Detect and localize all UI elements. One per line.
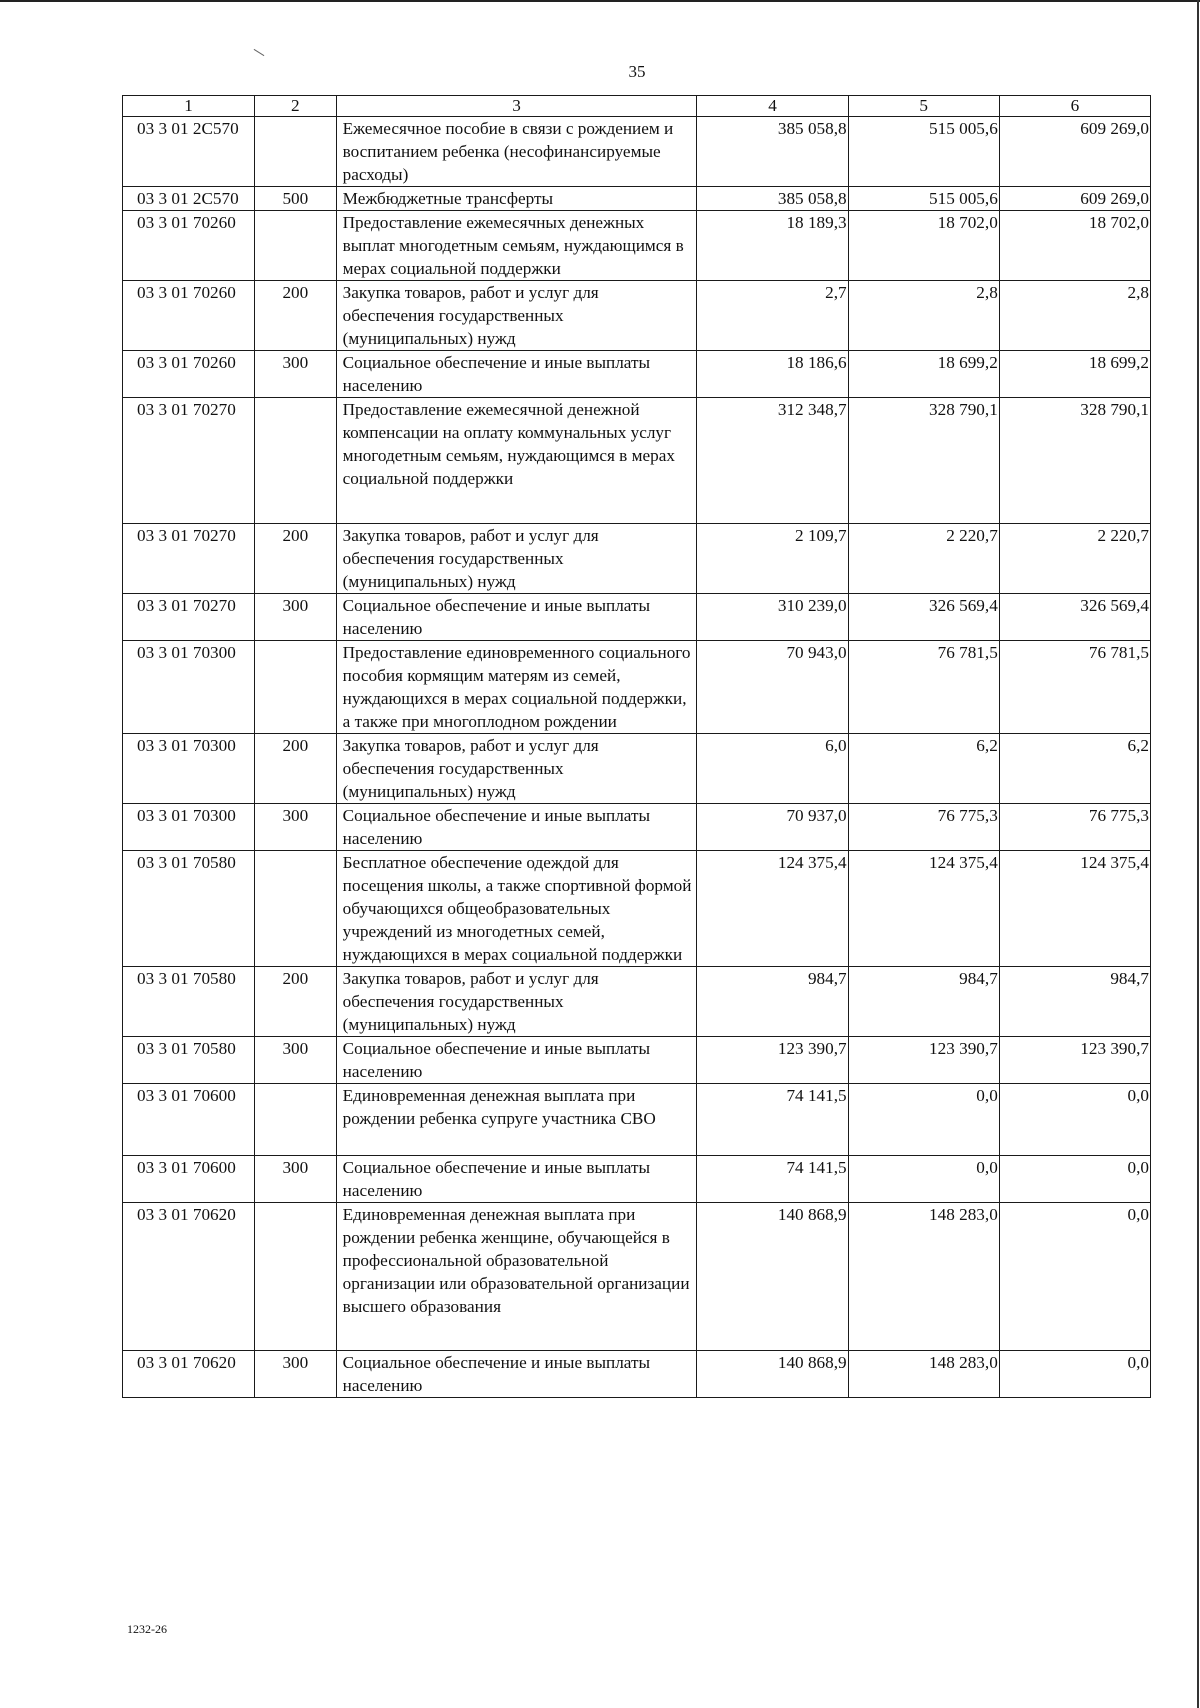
- row-code: 03 3 01 70270: [123, 594, 255, 641]
- row-name: Закупка товаров, работ и услуг для обеспечения государственных (муниципальных) нужд: [336, 734, 697, 804]
- row-value-4: 123 390,7: [697, 1037, 848, 1084]
- row-type: 200: [255, 734, 337, 804]
- row-value-6: 609 269,0: [999, 187, 1150, 211]
- row-code: 03 3 01 70620: [123, 1351, 255, 1398]
- table-row: [123, 1203, 1151, 1351]
- table-row: [123, 804, 1151, 851]
- table-row: [123, 641, 1151, 734]
- row-code: 03 3 01 2C570: [123, 187, 255, 211]
- row-value-6: 124 375,4: [999, 851, 1150, 967]
- budget-table: [122, 95, 1151, 1398]
- table-row: [123, 1084, 1151, 1156]
- row-code: 03 3 01 70270: [123, 398, 255, 524]
- row-name: Социальное обеспечение и иные выплаты населению: [336, 1156, 697, 1203]
- scan-border-top: [0, 0, 1200, 2]
- row-value-4: 124 375,4: [697, 851, 848, 967]
- row-name: Предоставление ежемесячных денежных выплат многодетным семьям, нуждающимся в мерах социальной поддержки: [336, 211, 697, 281]
- row-value-6: 76 781,5: [999, 641, 1150, 734]
- row-value-5: 328 790,1: [848, 398, 999, 524]
- row-value-4: 312 348,7: [697, 398, 848, 524]
- row-value-5: 6,2: [848, 734, 999, 804]
- row-code: 03 3 01 70580: [123, 851, 255, 967]
- row-type: 500: [255, 187, 337, 211]
- header-row: [123, 96, 1151, 117]
- row-type: 300: [255, 594, 337, 641]
- row-code: 03 3 01 70600: [123, 1156, 255, 1203]
- row-value-4: 70 937,0: [697, 804, 848, 851]
- row-name: Единовременная денежная выплата при рождении ребенка супруге участника СВО: [336, 1084, 697, 1156]
- header-cell-5: 5: [848, 96, 999, 117]
- row-value-6: 328 790,1: [999, 398, 1150, 524]
- row-value-5: 326 569,4: [848, 594, 999, 641]
- row-code: 03 3 01 70620: [123, 1203, 255, 1351]
- row-name: Закупка товаров, работ и услуг для обеспечения государственных (муниципальных) нужд: [336, 967, 697, 1037]
- row-value-4: 385 058,8: [697, 117, 848, 187]
- row-name: Предоставление ежемесячной денежной компенсации на оплату коммунальных услуг многодетным семьям, нуждающимся в мерах социальной поддержки: [336, 398, 697, 524]
- row-type: 300: [255, 1351, 337, 1398]
- row-code: 03 3 01 70580: [123, 967, 255, 1037]
- header-cell-1: 1: [123, 96, 255, 117]
- row-value-6: 0,0: [999, 1156, 1150, 1203]
- row-name: Социальное обеспечение и иные выплаты населению: [336, 351, 697, 398]
- table-row: [123, 281, 1151, 351]
- row-value-5: 18 699,2: [848, 351, 999, 398]
- row-value-6: 0,0: [999, 1084, 1150, 1156]
- row-value-6: 123 390,7: [999, 1037, 1150, 1084]
- row-value-5: 148 283,0: [848, 1351, 999, 1398]
- table-row: [123, 967, 1151, 1037]
- header-cell-6: 6: [999, 96, 1150, 117]
- scan-border-right: [1197, 0, 1199, 1708]
- row-type: 300: [255, 1156, 337, 1203]
- row-value-6: 0,0: [999, 1203, 1150, 1351]
- row-type: [255, 1203, 337, 1351]
- row-value-6: 984,7: [999, 967, 1150, 1037]
- row-type: [255, 398, 337, 524]
- row-name: Закупка товаров, работ и услуг для обеспечения государственных (муниципальных) нужд: [336, 524, 697, 594]
- document-code: 1232-26: [127, 1622, 167, 1636]
- row-value-5: 0,0: [848, 1156, 999, 1203]
- row-name: Единовременная денежная выплата при рождении ребенка женщине, обучающейся в профессиональной образовательной организации или образовательной организации высшего образования: [336, 1203, 697, 1351]
- row-code: 03 3 01 70270: [123, 524, 255, 594]
- row-type: 200: [255, 967, 337, 1037]
- row-type: [255, 1084, 337, 1156]
- row-value-4: 18 189,3: [697, 211, 848, 281]
- row-type: 300: [255, 1037, 337, 1084]
- table-row: [123, 594, 1151, 641]
- row-value-6: 326 569,4: [999, 594, 1150, 641]
- row-code: 03 3 01 70260: [123, 211, 255, 281]
- row-value-4: 74 141,5: [697, 1084, 848, 1156]
- row-value-6: 18 699,2: [999, 351, 1150, 398]
- table-row: [123, 851, 1151, 967]
- row-value-4: 385 058,8: [697, 187, 848, 211]
- row-value-6: 0,0: [999, 1351, 1150, 1398]
- row-name: Социальное обеспечение и иные выплаты населению: [336, 1351, 697, 1398]
- row-type: [255, 851, 337, 967]
- header-cell-2: 2: [255, 96, 337, 117]
- row-type: [255, 117, 337, 187]
- row-value-5: 18 702,0: [848, 211, 999, 281]
- table-row: [123, 1351, 1151, 1398]
- row-name: Межбюджетные трансферты: [336, 187, 697, 211]
- row-code: 03 3 01 70260: [123, 351, 255, 398]
- table-row: [123, 117, 1151, 187]
- row-value-6: 6,2: [999, 734, 1150, 804]
- row-value-5: 515 005,6: [848, 117, 999, 187]
- row-type: 300: [255, 804, 337, 851]
- row-name: Социальное обеспечение и иные выплаты населению: [336, 1037, 697, 1084]
- row-name: Ежемесячное пособие в связи с рождением и воспитанием ребенка (несофинансируемые расходы): [336, 117, 697, 187]
- row-value-4: 74 141,5: [697, 1156, 848, 1203]
- row-name: Закупка товаров, работ и услуг для обеспечения государственных (муниципальных) нужд: [336, 281, 697, 351]
- row-name: Предоставление единовременного социального пособия кормящим матерям из семей, нуждающихся в мерах социальной поддержки, а также при многоплодном рождении: [336, 641, 697, 734]
- row-code: 03 3 01 70580: [123, 1037, 255, 1084]
- row-value-6: 18 702,0: [999, 211, 1150, 281]
- row-value-5: 148 283,0: [848, 1203, 999, 1351]
- row-value-4: 984,7: [697, 967, 848, 1037]
- table-row: [123, 524, 1151, 594]
- row-value-5: 0,0: [848, 1084, 999, 1156]
- row-name: Социальное обеспечение и иные выплаты населению: [336, 594, 697, 641]
- row-value-5: 76 775,3: [848, 804, 999, 851]
- row-value-5: 515 005,6: [848, 187, 999, 211]
- row-value-4: 310 239,0: [697, 594, 848, 641]
- row-value-6: 2 220,7: [999, 524, 1150, 594]
- row-type: 300: [255, 351, 337, 398]
- table-row: [123, 187, 1151, 211]
- page-number: 35: [628, 62, 646, 81]
- row-value-6: 609 269,0: [999, 117, 1150, 187]
- row-code: 03 3 01 2C570: [123, 117, 255, 187]
- row-value-5: 2,8: [848, 281, 999, 351]
- row-value-4: 6,0: [697, 734, 848, 804]
- row-type: 200: [255, 524, 337, 594]
- row-code: 03 3 01 70300: [123, 734, 255, 804]
- row-value-4: 70 943,0: [697, 641, 848, 734]
- row-value-4: 2 109,7: [697, 524, 848, 594]
- row-type: 200: [255, 281, 337, 351]
- table-row: [123, 398, 1151, 524]
- row-code: 03 3 01 70600: [123, 1084, 255, 1156]
- table-row: [123, 351, 1151, 398]
- row-code: 03 3 01 70260: [123, 281, 255, 351]
- row-code: 03 3 01 70300: [123, 804, 255, 851]
- header-cell-4: 4: [697, 96, 848, 117]
- row-value-6: 76 775,3: [999, 804, 1150, 851]
- row-value-4: 18 186,6: [697, 351, 848, 398]
- row-value-5: 76 781,5: [848, 641, 999, 734]
- row-value-4: 2,7: [697, 281, 848, 351]
- scan-mark: [254, 49, 265, 56]
- table-row: [123, 734, 1151, 804]
- table-row: [123, 1037, 1151, 1084]
- row-value-5: 984,7: [848, 967, 999, 1037]
- row-code: 03 3 01 70300: [123, 641, 255, 734]
- row-value-5: 2 220,7: [848, 524, 999, 594]
- row-value-5: 123 390,7: [848, 1037, 999, 1084]
- table-row: [123, 211, 1151, 281]
- row-type: [255, 211, 337, 281]
- header-cell-3: 3: [336, 96, 697, 117]
- row-name: Бесплатное обеспечение одеждой для посещения школы, а также спортивной формой обучающихся общеобразовательных учреждений из многодетных семей, нуждающихся в мерах социальной поддержки: [336, 851, 697, 967]
- row-name: Социальное обеспечение и иные выплаты населению: [336, 804, 697, 851]
- row-value-5: 124 375,4: [848, 851, 999, 967]
- row-type: [255, 641, 337, 734]
- table-row: [123, 1156, 1151, 1203]
- row-value-4: 140 868,9: [697, 1351, 848, 1398]
- row-value-4: 140 868,9: [697, 1203, 848, 1351]
- row-value-6: 2,8: [999, 281, 1150, 351]
